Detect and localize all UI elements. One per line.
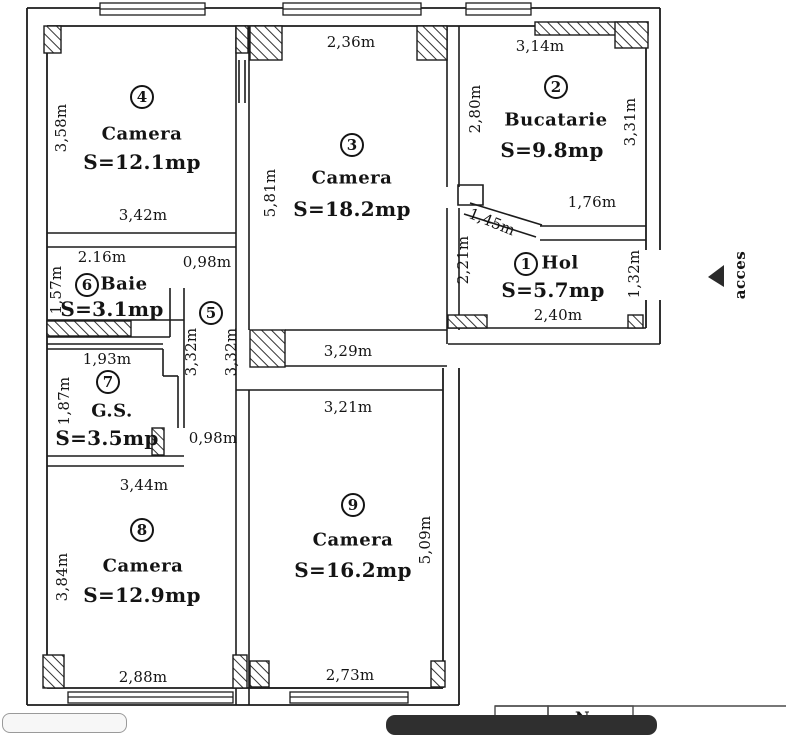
room-number-badge: 1 <box>514 252 538 276</box>
dimension-label: 5,09m <box>416 515 434 565</box>
room-name-label: G.S. <box>91 400 133 422</box>
windows <box>68 3 531 703</box>
room-area-label: S=16.2mp <box>294 558 412 582</box>
room-area-label: S=18.2mp <box>293 197 411 221</box>
dimension-label: 1,57m <box>47 265 65 315</box>
dimension-label: 3,44m <box>119 476 169 494</box>
room-number-badge: 7 <box>96 370 120 394</box>
room-name-label: Baie <box>100 273 148 295</box>
room-name-label: Bucatarie <box>504 109 608 131</box>
room-area-label: S=12.1mp <box>83 150 201 174</box>
dimension-label: 0,98m <box>188 429 238 447</box>
dimension-label: 1,87m <box>55 376 73 426</box>
dimension-label: 3,58m <box>52 103 70 153</box>
column-room4-topleft <box>44 26 61 53</box>
dimension-label: 1,32m <box>625 249 643 299</box>
room-number-badge: 2 <box>544 75 568 99</box>
column-kitchen-topright <box>615 22 648 48</box>
dimension-label: 3,29m <box>323 342 373 360</box>
hatched-columns <box>43 22 648 688</box>
room-area-label: S=5.7mp <box>501 278 605 302</box>
room-area-label: S=9.8mp <box>500 138 604 162</box>
room-number-badge: 3 <box>340 133 364 157</box>
column-room4-topright <box>236 26 248 53</box>
dimension-label: 2,40m <box>533 306 583 324</box>
room-area-label: S=3.1mp <box>60 297 164 321</box>
dimension-label: 3,21m <box>323 398 373 416</box>
column-hol-bottomright <box>628 315 643 328</box>
interior-walls <box>47 26 660 705</box>
dimension-label: 2,80m <box>466 84 484 134</box>
dimension-label: 2.16m <box>77 248 127 266</box>
dimension-label: 2,73m <box>325 666 375 684</box>
column-hol-bottomleft <box>448 315 487 328</box>
bottom-toolbar-partial[interactable] <box>386 715 657 735</box>
room-name-label: Hol <box>541 252 579 274</box>
dimension-label: 3,84m <box>53 552 71 602</box>
access-label: acces <box>731 250 749 300</box>
column-room8-bottomright <box>233 655 247 688</box>
room-number-badge: 8 <box>130 518 154 542</box>
column-room3-topright <box>417 26 447 60</box>
dimension-label: 3,32m <box>222 327 240 377</box>
room-number-badge: 4 <box>130 85 154 109</box>
room-number-badge: 5 <box>199 301 223 325</box>
outer-walls <box>27 8 660 705</box>
room-number-badge: 9 <box>341 493 365 517</box>
room-area-label: S=12.9mp <box>83 583 201 607</box>
dimension-label: 5,81m <box>261 168 279 218</box>
bottom-left-chip-partial[interactable] <box>2 713 127 733</box>
room-name-label: Camera <box>101 123 183 145</box>
dimension-label: 1,76m <box>567 193 617 211</box>
room-name-label: Camera <box>312 529 394 551</box>
dimension-label: 1,93m <box>82 350 132 368</box>
dimension-label: 1,45m <box>466 204 518 240</box>
room-name-label: Camera <box>102 555 184 577</box>
access-arrow-icon <box>708 265 724 287</box>
column-room9-bottomleft <box>250 661 269 687</box>
dimension-label: 3,42m <box>118 206 168 224</box>
dimension-label: 2,21m <box>454 235 472 285</box>
dimension-label: 2,88m <box>118 668 168 686</box>
column-room8-bottomleft <box>43 655 64 688</box>
column-gs-door <box>152 428 164 455</box>
dimension-label: 2,36m <box>326 33 376 51</box>
room-area-label: S=3.5mp <box>55 426 159 450</box>
dimension-label: 3,31m <box>621 97 639 147</box>
column-room3-topleft <box>250 26 282 60</box>
room-number-badge: 6 <box>75 273 99 297</box>
dimension-label: 0,98m <box>182 253 232 271</box>
baie-bottom-wall-hatch <box>47 321 131 336</box>
column-room9-bottomright <box>431 661 445 687</box>
column-corridor <box>250 330 285 367</box>
dimension-label: 3,14m <box>515 37 565 55</box>
room-name-label: Camera <box>311 167 393 189</box>
dimension-label: 3,32m <box>182 327 200 377</box>
